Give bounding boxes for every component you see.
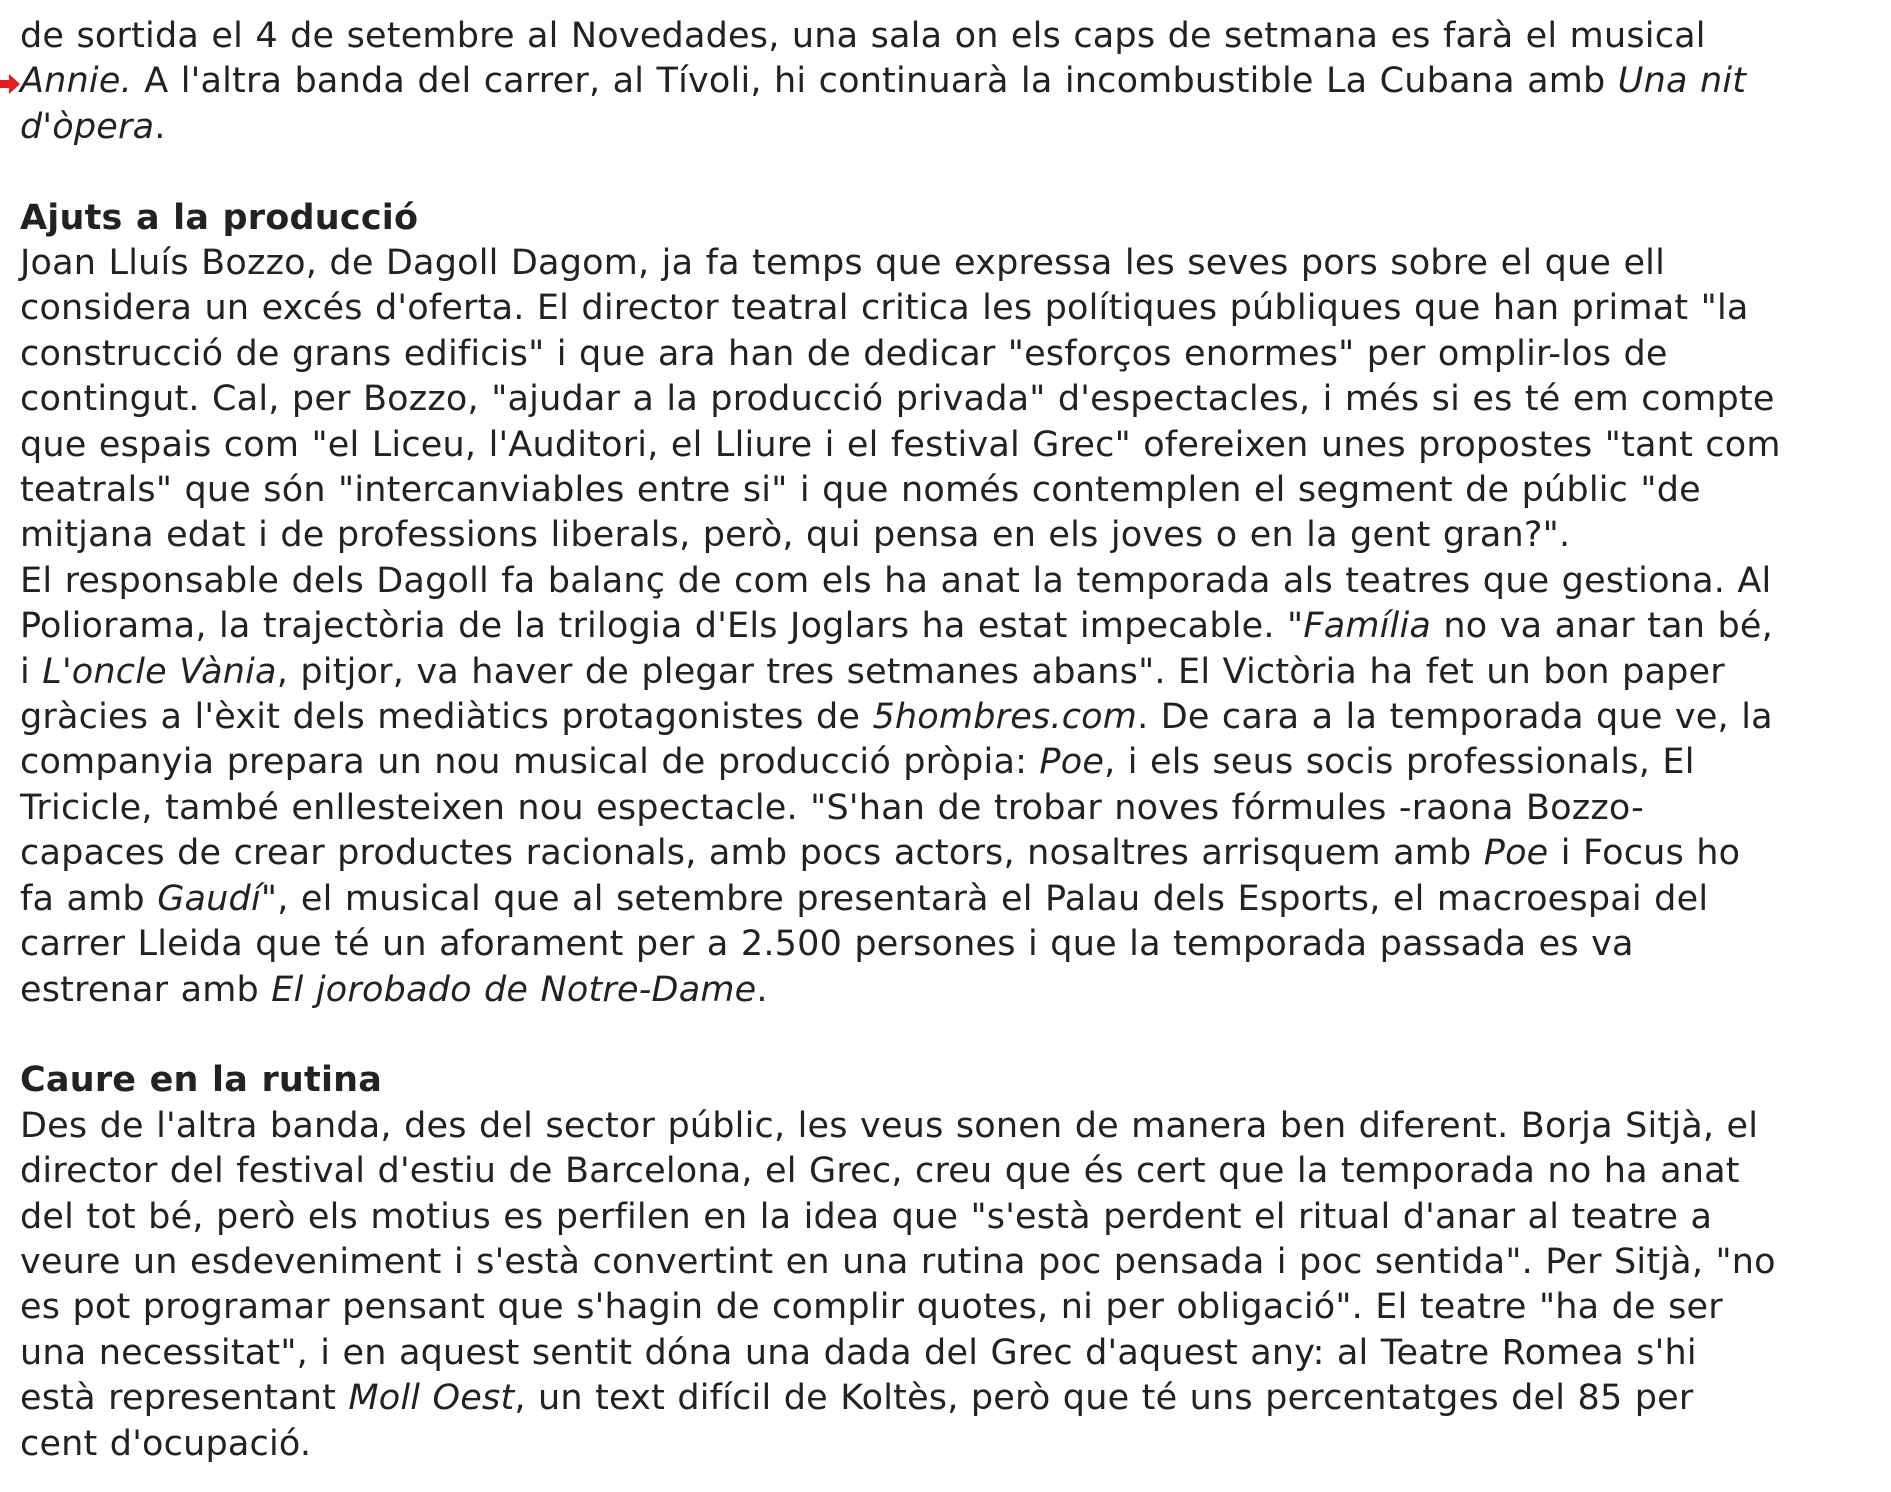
text-run: ", el musical que al setembre presentarà el Palau dels Esports, el macroespai del — [260, 878, 1709, 919]
italic-title: Annie. — [20, 61, 132, 102]
text-line — [20, 877, 1882, 922]
italic-title: Poe — [1483, 833, 1549, 874]
italic-title: Gaudí — [157, 878, 261, 919]
italic-title: Poe — [1039, 742, 1105, 783]
text-line — [20, 1104, 1882, 1149]
text-run: de sortida el 4 de setembre al Novedades, una sala on els caps de setmana es farà el musical — [20, 16, 1706, 56]
text-run: i — [20, 651, 43, 692]
text-run: A l'altra banda del carrer, al Tívoli, hi continuarà la incombustible La Cubana amb — [131, 61, 1618, 102]
text-run: considera un excés d'oferta. El director teatral critica les polítiques públiques que han primat "la — [20, 288, 1749, 329]
section-heading-ajuts: Ajuts a la producció — [20, 197, 419, 238]
text-run: companyia prepara un nou musical de producció pròpia: — [20, 742, 1040, 783]
text-run: contingut. Cal, per Bozzo, "ajudar a la producció privada" d'espectacles, i més si es té em compte — [20, 379, 1775, 420]
text-run: director del festival d'estiu de Barcelona, el Grec, creu que és cert que la temporada no ha anat — [20, 1151, 1740, 1192]
text-line — [20, 650, 1882, 695]
text-run: mitjana edat i de professions liberals, però, qui pensa en els joves o en la gent gran?". — [20, 515, 1571, 556]
text-run: Des de l'altra banda, des del sector públic, les veus sonen de manera ben diferent. Borja Sitjà, el — [20, 1105, 1759, 1146]
text-run: , un text difícil de Koltès, però que té uns percentatges del 85 per — [514, 1378, 1694, 1419]
text-line — [20, 786, 1882, 831]
text-line — [20, 604, 1882, 649]
text-line — [20, 1422, 1882, 1467]
text-line — [20, 377, 1882, 422]
text-run: fa amb — [20, 878, 158, 919]
italic-title: Moll Oest — [348, 1378, 515, 1419]
section-heading-caure: Caure en la rutina — [20, 1060, 383, 1101]
text-run: que espais com "el Liceu, l'Auditori, el Lliure i el festival Grec" ofereixen unes propostes "tant com — [20, 424, 1781, 465]
text-run: construcció de grans edificis" i que ara han de dedicar "esforços enormes" per omplir-los de — [20, 333, 1668, 374]
text-line — [20, 286, 1882, 331]
text-line — [20, 468, 1882, 513]
text-run: , i els seus socis professionals, El — [1104, 742, 1695, 783]
text-run: . De cara a la temporada que ve, la — [1137, 697, 1773, 738]
article-body — [20, 14, 1882, 1467]
text-line — [20, 831, 1882, 876]
text-run: Tricicle, també enllesteixen nou espectacle. "S'han de trobar noves fórmules -raona Bozzo- — [20, 787, 1644, 828]
text-run: es pot programar pensant que s'hagin de complir quotes, ni per obligació". El teatre "ha de ser — [20, 1287, 1723, 1328]
italic-title: Família — [1303, 606, 1432, 647]
text-line — [20, 695, 1882, 740]
italic-title: 5hombres.com — [872, 697, 1138, 738]
text-run: . — [154, 106, 166, 147]
text-run: estrenar amb — [20, 969, 272, 1010]
text-line — [20, 105, 1882, 150]
text-run: capaces de crear productes racionals, amb pocs actors, nosaltres arrisquem amb — [20, 833, 1484, 874]
text-line — [20, 423, 1882, 468]
text-run: està representant — [20, 1378, 349, 1419]
italic-title: Una nit — [1617, 61, 1747, 102]
text-run: i Focus ho — [1548, 833, 1741, 874]
text-run: . — [756, 969, 768, 1010]
text-run: veure un esdeveniment i s'està convertint en una rutina poc pensada i poc sentida". Per Sitjà, "no — [20, 1241, 1776, 1282]
text-run: cent d'ocupació. — [20, 1423, 312, 1464]
intro-paragraph — [20, 14, 1882, 150]
section-body-caure — [20, 1104, 1882, 1467]
section-body-ajuts — [20, 241, 1882, 1013]
text-line — [20, 1331, 1882, 1376]
text-line — [20, 559, 1882, 604]
text-run: carrer Lleida que té un aforament per a 2.500 persones i que la temporada passada es va — [20, 924, 1634, 965]
text-run: El responsable dels Dagoll fa balanç de com els ha anat la temporada als teatres que gestiona. Al — [20, 560, 1772, 601]
text-line — [20, 241, 1882, 286]
text-run: del tot bé, però els motius es perfilen en la idea que "s'està perdent el ritual d'anar al teatre a — [20, 1196, 1713, 1237]
text-run: Poliorama, la trajectòria de la trilogia d'Els Joglars ha estat impecable. " — [20, 606, 1304, 647]
text-line — [20, 968, 1882, 1013]
text-line — [20, 1149, 1882, 1194]
text-run: teatrals" que són "intercanviables entre si" i que només contemplen el segment de públic "de — [20, 470, 1701, 511]
red-arrow-marker-icon — [0, 73, 20, 95]
text-line — [20, 922, 1882, 967]
text-line — [20, 513, 1882, 558]
text-run: Joan Lluís Bozzo, de Dagoll Dagom, ja fa temps que expressa les seves pors sobre el que ell — [20, 243, 1666, 284]
text-line — [20, 14, 1882, 59]
italic-title: El jorobado de Notre-Dame — [271, 969, 757, 1010]
text-run: , pitjor, va haver de plegar tres setmanes abans". El Victòria ha fet un bon paper — [276, 651, 1725, 692]
italic-title: L'oncle Vània — [42, 651, 277, 692]
text-run: gràcies a l'èxit dels mediàtics protagonistes de — [20, 697, 873, 738]
text-run: una necessitat", i en aquest sentit dóna una dada del Grec d'aquest any: al Teatre Romea s'hi — [20, 1332, 1697, 1373]
text-line — [20, 1240, 1882, 1285]
text-run: no va anar tan bé, — [1431, 606, 1773, 647]
text-line — [20, 1195, 1882, 1240]
text-line — [20, 740, 1882, 785]
text-line — [20, 1285, 1882, 1330]
italic-title: d'òpera — [20, 106, 155, 147]
text-line — [20, 332, 1882, 377]
text-line — [20, 59, 1882, 104]
text-line — [20, 1376, 1882, 1421]
